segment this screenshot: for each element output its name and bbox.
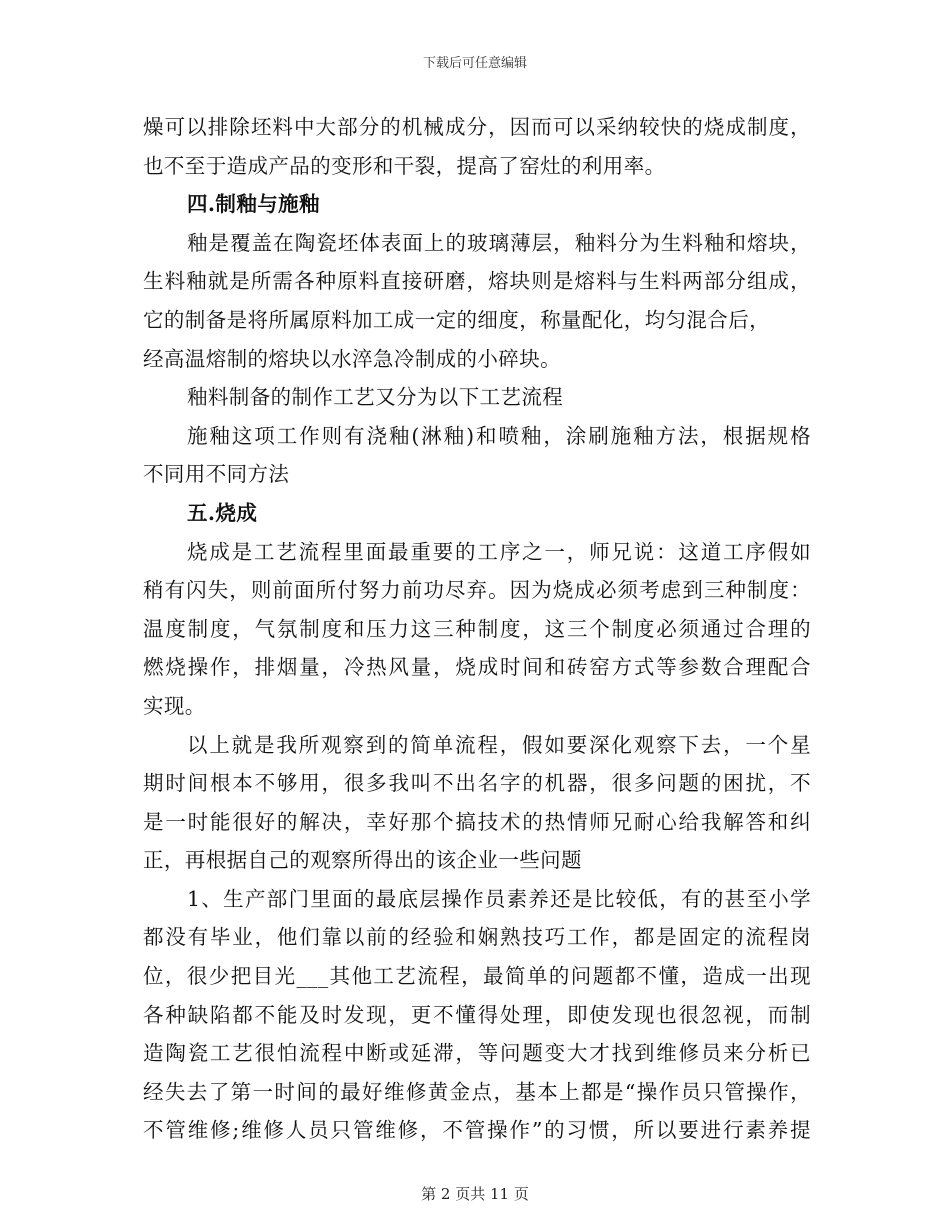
text-line: 施釉这项工作则有浇釉(淋釉)和喷釉，涂刷施釉方法，根据规格 xyxy=(187,423,811,448)
text-line: 都没有毕业，他们靠以前的经验和娴熟技巧工作，都是固定的流程岗 xyxy=(143,925,811,950)
page-header: 下载后可任意编辑 xyxy=(422,56,527,71)
text-line: 是一时能很好的解决，幸好那个搞技术的热情师兄耐心给我解答和纠 xyxy=(143,809,811,834)
text-line: 温度制度，气氛制度和压力这三种制度，这三个制度必须通过合理的 xyxy=(143,616,811,641)
text-line: 不管维修;维修人员只管维修，不管操作”的习惯，所以要进行素养提 xyxy=(143,1118,811,1143)
text-line: 各种缺陷都不能及时发现，更不懂得处理，即使发现也很忽视，而制 xyxy=(143,1002,811,1027)
document-body xyxy=(143,108,811,1150)
text-line: 釉是覆盖在陶瓷坯体表面上的玻璃薄层，釉料分为生料釉和熔块， xyxy=(187,230,811,255)
text-line: 经失去了第一时间的最好维修黄金点，基本上都是“操作员只管操作， xyxy=(143,1079,811,1104)
text-line: 燥可以排除坯料中大部分的机械成分，因而可以采纳较快的烧成制度， xyxy=(143,115,811,139)
text-line: 经高温熔制的熔块以水淬急冷制成的小碎块。 xyxy=(143,346,561,371)
text-line: 位，很少把目光___其他工艺流程，最简单的问题都不懂，造成一出现 xyxy=(143,964,811,989)
text-line: 造陶瓷工艺很怕流程中断或延滞，等问题变大才找到维修员来分析已 xyxy=(143,1041,811,1066)
text-line: 正，再根据自己的观察所得出的该企业一些问题 xyxy=(143,848,582,873)
text-line: 期时间根本不够用，很多我叫不出名字的机器，很多问题的困扰，不 xyxy=(143,771,811,796)
text-line: 也不至于造成产品的变形和干裂，提高了窑灶的利用率。 xyxy=(143,153,666,178)
text-line: 1、生产部门里面的最底层操作员素养还是比较低，有的甚至小学 xyxy=(187,886,811,911)
text-line: 釉料制备的制作工艺又分为以下工艺流程 xyxy=(187,385,564,410)
page-footer: 第 2 页共 11 页 xyxy=(421,1185,529,1203)
text-line: 烧成是工艺流程里面最重要的工序之一，师兄说：这道工序假如 xyxy=(187,539,811,564)
text-line: 稍有闪失，则前面所付努力前功尽弃。因为烧成必须考虑到三种制度： xyxy=(143,578,811,603)
text-line: 以上就是我所观察到的简单流程，假如要深化观察下去，一个星 xyxy=(187,732,811,757)
text-line: 燃烧操作，排烟量，冷热风量，烧成时间和砖窑方式等参数合理配合 xyxy=(143,655,811,680)
text-line: 它的制备是将所属原料加工成一定的细度，称量配化，均匀混合后， xyxy=(143,307,770,332)
text-line: 生料釉就是所需各种原料直接研磨，熔块则是熔料与生料两部分组成， xyxy=(143,269,811,294)
text-line: 实现。 xyxy=(143,693,206,718)
section-heading: 五.烧成 xyxy=(187,500,258,525)
section-heading: 四.制釉与施釉 xyxy=(187,192,320,217)
text-line: 不同用不同方法 xyxy=(143,462,290,487)
